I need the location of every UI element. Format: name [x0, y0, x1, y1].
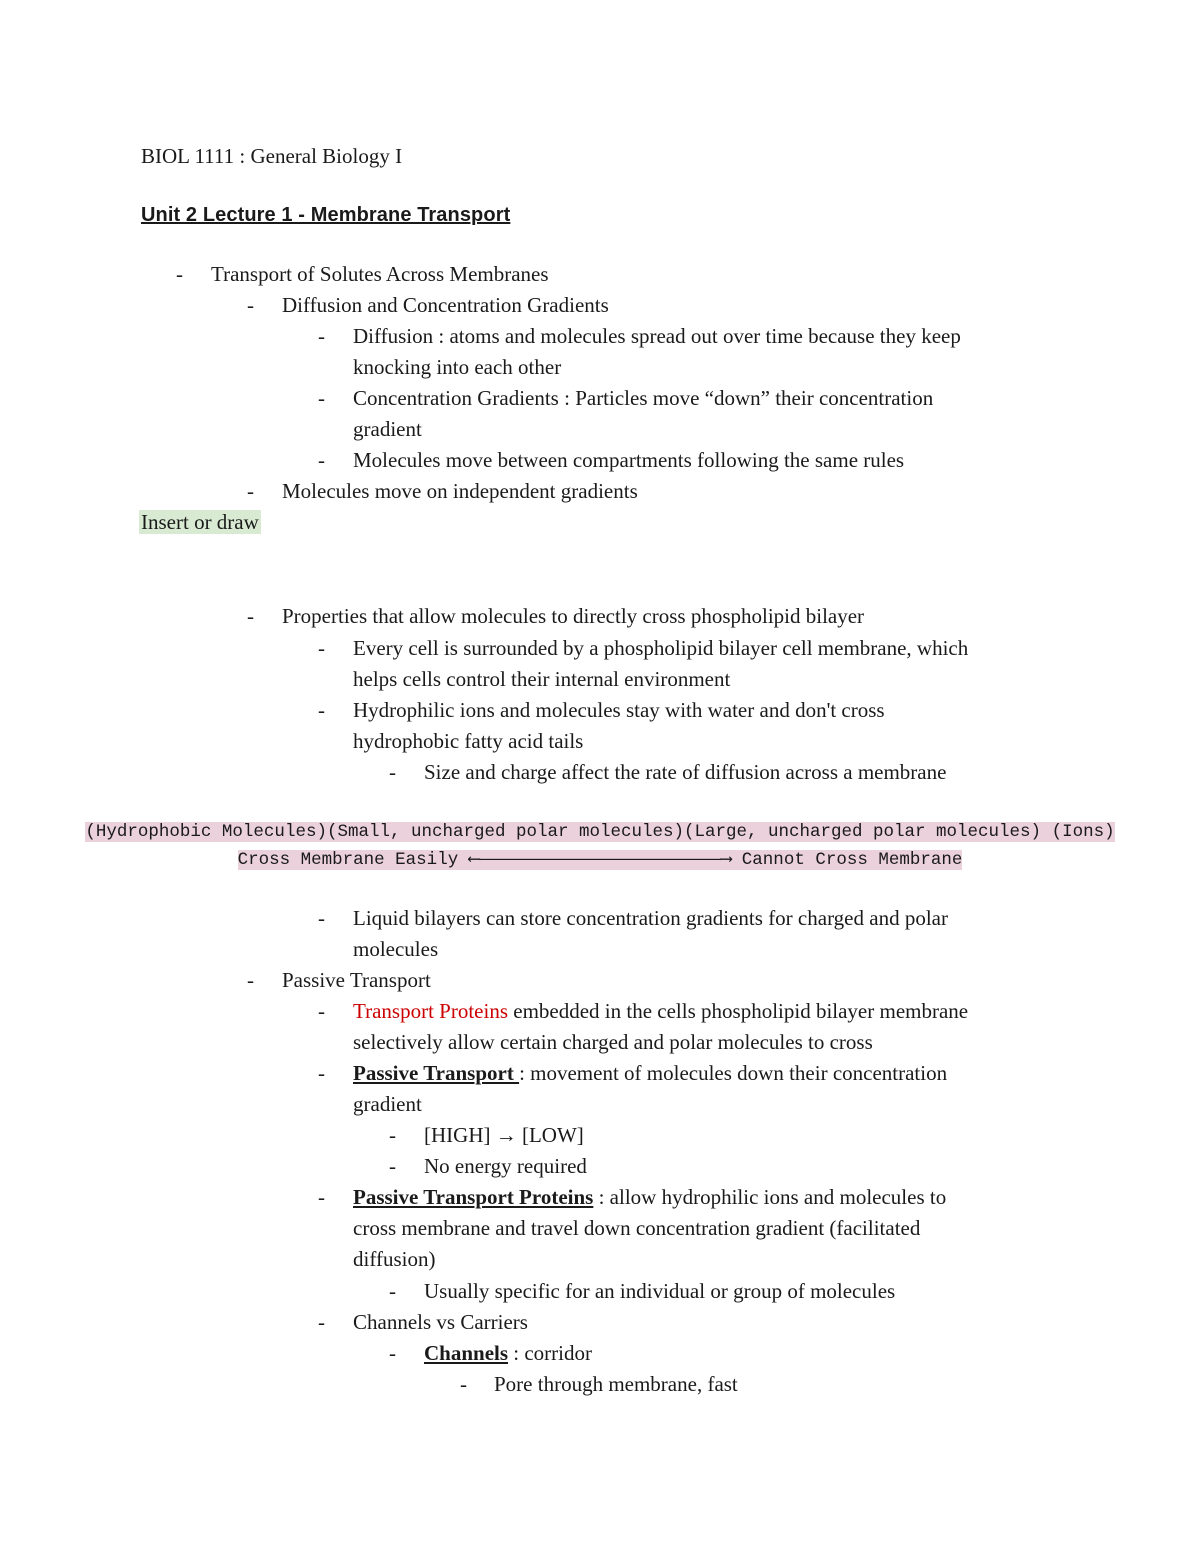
bullet-dash: -: [389, 1123, 396, 1147]
bullet-dash: -: [318, 386, 325, 410]
spectrum-categories: (Hydrophobic Molecules)(Small, uncharged polar molecules)(Large, uncharged polar molecules) (Ions): [85, 822, 1115, 842]
list-item: Passive Transport: [282, 968, 431, 992]
key-term: Passive Transport: [353, 1061, 520, 1085]
red-term: Transport Proteins: [353, 999, 508, 1023]
bullet-dash: -: [247, 968, 254, 992]
list-item: Transport of Solutes Across Membranes: [211, 262, 549, 286]
list-item-continuation: helps cells control their internal environment: [353, 667, 731, 691]
list-item: Concentration Gradients : Particles move “down” their concentration: [353, 386, 934, 410]
list-item-text: : corridor: [508, 1341, 593, 1365]
bullet-dash: -: [318, 906, 325, 930]
bullet-dash: -: [318, 448, 325, 472]
bullet-dash: -: [389, 1279, 396, 1303]
bullet-dash: -: [318, 999, 325, 1023]
bullet-dash: -: [389, 1154, 396, 1178]
list-item: Hydrophilic ions and molecules stay with water and don't cross: [353, 698, 885, 722]
list-item-text: : allow hydrophilic ions and molecules to: [593, 1185, 947, 1209]
bullet-dash: -: [247, 479, 254, 503]
list-item-text: embedded in the cells phospholipid bilayer membrane: [508, 999, 969, 1023]
bullet-dash: -: [389, 1341, 396, 1365]
bullet-dash: -: [318, 636, 325, 660]
bullet-dash: -: [247, 293, 254, 317]
bullet-dash: -: [318, 324, 325, 348]
course-heading: BIOL 1111 : General Biology I: [141, 144, 403, 168]
bullet-dash: -: [389, 760, 396, 784]
bullet-dash: -: [176, 262, 183, 286]
bullet-dash: -: [318, 1310, 325, 1334]
list-item-continuation: knocking into each other: [353, 355, 562, 379]
bullet-dash: -: [318, 698, 325, 722]
bullet-dash: -: [318, 1061, 325, 1085]
insert-note: [139, 507, 261, 538]
list-item-continuation: selectively allow certain charged and polar molecules to cross: [353, 1030, 873, 1054]
list-item: Properties that allow molecules to directly cross phospholipid bilayer: [282, 604, 865, 628]
list-item: Pore through membrane, fast: [494, 1372, 738, 1396]
list-item: Molecules move between compartments following the same rules: [353, 448, 905, 472]
spectrum-line-2: [0, 846, 1200, 874]
list-item: No energy required: [424, 1154, 587, 1178]
list-item: Liquid bilayers can store concentration gradients for charged and polar: [353, 906, 948, 930]
list-item-continuation: gradient: [353, 1092, 422, 1116]
list-item: Size and charge affect the rate of diffusion across a membrane: [424, 760, 947, 784]
list-item: [353, 996, 968, 1027]
list-item: Diffusion : atoms and molecules spread out over time because they keep: [353, 324, 961, 348]
list-item: Diffusion and Concentration Gradients: [282, 293, 609, 317]
bullet-dash: -: [318, 1185, 325, 1209]
spectrum-axis: Cross Membrane Easily ⟵———————————————————————⟶ Cannot Cross Membrane: [237, 850, 963, 870]
list-item: Usually specific for an individual or group of molecules: [424, 1279, 896, 1303]
key-term: Channels: [424, 1341, 509, 1365]
bullet-dash: -: [460, 1372, 467, 1396]
list-item-continuation: molecules: [353, 937, 439, 961]
list-item: [HIGH] → [LOW]: [424, 1123, 584, 1147]
highlighted-text: Insert or draw: [141, 510, 259, 534]
list-item: Molecules move on independent gradients: [282, 479, 638, 503]
list-item: [353, 1182, 946, 1213]
list-item: [353, 1058, 947, 1089]
key-term: Passive Transport Proteins: [353, 1185, 594, 1209]
list-item-continuation: cross membrane and travel down concentration gradient (facilitated: [353, 1216, 921, 1240]
list-item-continuation: hydrophobic fatty acid tails: [353, 729, 584, 753]
spectrum-line-1: [0, 818, 1200, 846]
list-item: Channels vs Carriers: [353, 1310, 528, 1334]
list-item: Every cell is surrounded by a phospholipid bilayer cell membrane, which: [353, 636, 969, 660]
list-item-text: : movement of molecules down their concentration: [519, 1061, 948, 1085]
list-item: [424, 1338, 592, 1369]
list-item-continuation: gradient: [353, 417, 422, 441]
bullet-dash: -: [247, 604, 254, 628]
lecture-title: Unit 2 Lecture 1 - Membrane Transport: [141, 204, 511, 226]
list-item-continuation: diffusion): [353, 1247, 436, 1271]
